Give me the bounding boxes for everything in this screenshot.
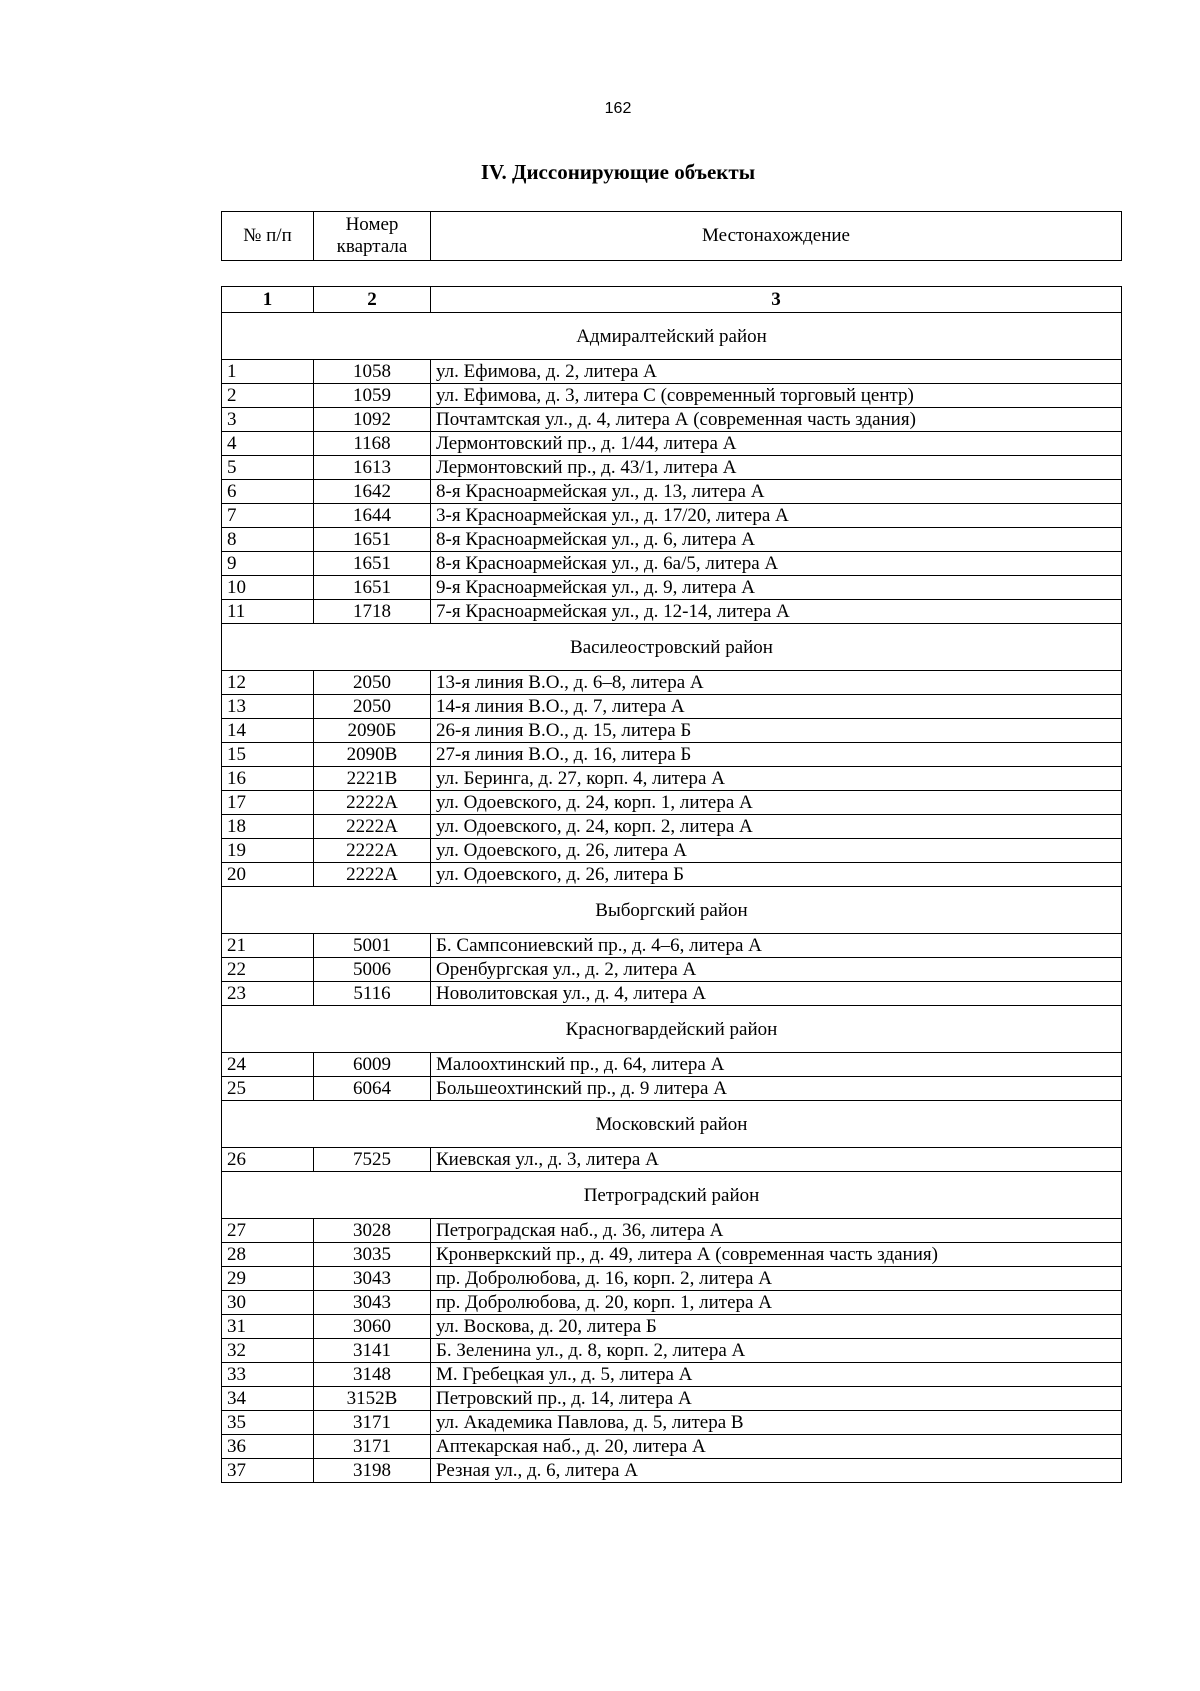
row-number: 23 xyxy=(222,982,314,1006)
row-number: 22 xyxy=(222,958,314,982)
table-row xyxy=(222,1459,1122,1483)
district-row xyxy=(222,313,1122,360)
address: 9-я Красноармейская ул., д. 9, литера А xyxy=(431,576,1122,600)
table-row xyxy=(222,528,1122,552)
objects-table xyxy=(221,286,1122,1483)
block-number: 1613 xyxy=(314,456,431,480)
table-row xyxy=(222,1435,1122,1459)
table-row xyxy=(222,815,1122,839)
block-number: 2222А xyxy=(314,863,431,887)
address: ул. Ефимова, д. 2, литера А xyxy=(431,360,1122,384)
district-name: Петроградский район xyxy=(222,1172,1122,1219)
table-header xyxy=(221,211,1122,261)
table-row xyxy=(222,1267,1122,1291)
block-number: 1092 xyxy=(314,408,431,432)
column-number-3: 3 xyxy=(431,287,1122,313)
address: Б. Зеленина ул., д. 8, корп. 2, литера А xyxy=(431,1339,1122,1363)
header-col-location: Местонахождение xyxy=(431,212,1122,261)
header-col-number: № п/п xyxy=(222,212,314,261)
table-row xyxy=(222,839,1122,863)
address: 26-я линия В.О., д. 15, литера Б xyxy=(431,719,1122,743)
block-number: 5001 xyxy=(314,934,431,958)
address: Большеохтинский пр., д. 9 литера А xyxy=(431,1077,1122,1101)
address: Б. Сампсониевский пр., д. 4–6, литера А xyxy=(431,934,1122,958)
address: 8-я Красноармейская ул., д. 6а/5, литера А xyxy=(431,552,1122,576)
row-number: 5 xyxy=(222,456,314,480)
block-number: 1642 xyxy=(314,480,431,504)
column-number-1: 1 xyxy=(222,287,314,313)
table-row xyxy=(222,504,1122,528)
address: ул. Беринга, д. 27, корп. 4, литера А xyxy=(431,767,1122,791)
block-number: 6009 xyxy=(314,1053,431,1077)
table-row xyxy=(222,767,1122,791)
table-row xyxy=(222,600,1122,624)
row-number: 30 xyxy=(222,1291,314,1315)
address: Петроградская наб., д. 36, литера А xyxy=(431,1219,1122,1243)
block-number: 3148 xyxy=(314,1363,431,1387)
block-number: 3152В xyxy=(314,1387,431,1411)
block-number: 1651 xyxy=(314,528,431,552)
row-number: 10 xyxy=(222,576,314,600)
row-number: 26 xyxy=(222,1148,314,1172)
table-row xyxy=(222,671,1122,695)
address: 3-я Красноармейская ул., д. 17/20, литера А xyxy=(431,504,1122,528)
address: ул. Воскова, д. 20, литера Б xyxy=(431,1315,1122,1339)
address: ул. Одоевского, д. 26, литера Б xyxy=(431,863,1122,887)
block-number: 2050 xyxy=(314,671,431,695)
page-heading: IV. Диссонирующие объекты xyxy=(480,160,756,184)
district-name: Выборгский район xyxy=(222,887,1122,934)
table-row xyxy=(222,934,1122,958)
column-number-2: 2 xyxy=(314,287,431,313)
address: Почтамтская ул., д. 4, литера А (современная часть здания) xyxy=(431,408,1122,432)
row-number: 16 xyxy=(222,767,314,791)
address: Резная ул., д. 6, литера А xyxy=(431,1459,1122,1483)
row-number: 4 xyxy=(222,432,314,456)
block-number: 3171 xyxy=(314,1435,431,1459)
row-number: 8 xyxy=(222,528,314,552)
district-name: Московский район xyxy=(222,1101,1122,1148)
row-number: 25 xyxy=(222,1077,314,1101)
header-row xyxy=(222,212,1122,261)
row-number: 29 xyxy=(222,1267,314,1291)
header-col-block-line2: квартала xyxy=(336,236,408,257)
block-number: 3043 xyxy=(314,1267,431,1291)
district-row xyxy=(222,1101,1122,1148)
row-number: 35 xyxy=(222,1411,314,1435)
table-row xyxy=(222,1053,1122,1077)
district-row xyxy=(222,1172,1122,1219)
block-number: 3141 xyxy=(314,1339,431,1363)
block-number: 2221В xyxy=(314,767,431,791)
district-name: Адмиралтейский район xyxy=(222,313,1122,360)
address: ул. Одоевского, д. 24, корп. 2, литера А xyxy=(431,815,1122,839)
table-row xyxy=(222,1291,1122,1315)
block-number: 2090В xyxy=(314,743,431,767)
district-row xyxy=(222,624,1122,671)
header-col-block xyxy=(314,212,431,261)
row-number: 3 xyxy=(222,408,314,432)
table-row xyxy=(222,743,1122,767)
address: пр. Добролюбова, д. 16, корп. 2, литера А xyxy=(431,1267,1122,1291)
address: 8-я Красноармейская ул., д. 13, литера А xyxy=(431,480,1122,504)
table-row xyxy=(222,791,1122,815)
block-number: 6064 xyxy=(314,1077,431,1101)
table-row xyxy=(222,863,1122,887)
table-row xyxy=(222,958,1122,982)
address: ул. Одоевского, д. 24, корп. 1, литера А xyxy=(431,791,1122,815)
block-number: 3043 xyxy=(314,1291,431,1315)
table-row xyxy=(222,1363,1122,1387)
row-number: 7 xyxy=(222,504,314,528)
row-number: 6 xyxy=(222,480,314,504)
row-number: 9 xyxy=(222,552,314,576)
table-row xyxy=(222,1148,1122,1172)
block-number: 5006 xyxy=(314,958,431,982)
address: М. Гребецкая ул., д. 5, литера А xyxy=(431,1363,1122,1387)
row-number: 36 xyxy=(222,1435,314,1459)
row-number: 15 xyxy=(222,743,314,767)
block-number: 1651 xyxy=(314,576,431,600)
row-number: 17 xyxy=(222,791,314,815)
address: пр. Добролюбова, д. 20, корп. 1, литера А xyxy=(431,1291,1122,1315)
row-number: 31 xyxy=(222,1315,314,1339)
block-number: 2050 xyxy=(314,695,431,719)
table-row xyxy=(222,384,1122,408)
row-number: 1 xyxy=(222,360,314,384)
row-number: 12 xyxy=(222,671,314,695)
table-row xyxy=(222,1411,1122,1435)
address: 13-я линия В.О., д. 6–8, литера А xyxy=(431,671,1122,695)
table-row xyxy=(222,1339,1122,1363)
block-number: 3035 xyxy=(314,1243,431,1267)
district-name: Василеостровский район xyxy=(222,624,1122,671)
row-number: 19 xyxy=(222,839,314,863)
row-number: 21 xyxy=(222,934,314,958)
address: Кронверкский пр., д. 49, литера А (современная часть здания) xyxy=(431,1243,1122,1267)
address: Малоохтинский пр., д. 64, литера А xyxy=(431,1053,1122,1077)
table-row xyxy=(222,480,1122,504)
block-number: 3028 xyxy=(314,1219,431,1243)
row-number: 37 xyxy=(222,1459,314,1483)
table-row xyxy=(222,360,1122,384)
table-row xyxy=(222,1077,1122,1101)
block-number: 1718 xyxy=(314,600,431,624)
address: 27-я линия В.О., д. 16, литера Б xyxy=(431,743,1122,767)
row-number: 20 xyxy=(222,863,314,887)
row-number: 14 xyxy=(222,719,314,743)
address: ул. Академика Павлова, д. 5, литера В xyxy=(431,1411,1122,1435)
district-name: Красногвардейский район xyxy=(222,1006,1122,1053)
block-number: 1059 xyxy=(314,384,431,408)
block-number: 3198 xyxy=(314,1459,431,1483)
address: 14-я линия В.О., д. 7, литера А xyxy=(431,695,1122,719)
address: Лермонтовский пр., д. 1/44, литера А xyxy=(431,432,1122,456)
row-number: 33 xyxy=(222,1363,314,1387)
block-number: 2222А xyxy=(314,791,431,815)
row-number: 18 xyxy=(222,815,314,839)
table-row xyxy=(222,695,1122,719)
block-number: 1168 xyxy=(314,432,431,456)
row-number: 13 xyxy=(222,695,314,719)
header-col-block-line1: Номер xyxy=(345,214,399,236)
block-number: 3060 xyxy=(314,1315,431,1339)
table-row xyxy=(222,1315,1122,1339)
address: 7-я Красноармейская ул., д. 12-14, литера А xyxy=(431,600,1122,624)
block-number: 1058 xyxy=(314,360,431,384)
block-number: 2090Б xyxy=(314,719,431,743)
table-row xyxy=(222,408,1122,432)
row-number: 28 xyxy=(222,1243,314,1267)
address: Новолитовская ул., д. 4, литера А xyxy=(431,982,1122,1006)
row-number: 34 xyxy=(222,1387,314,1411)
address: Оренбургская ул., д. 2, литера А xyxy=(431,958,1122,982)
address: 8-я Красноармейская ул., д. 6, литера А xyxy=(431,528,1122,552)
district-row xyxy=(222,887,1122,934)
table-row xyxy=(222,1219,1122,1243)
block-number: 1651 xyxy=(314,552,431,576)
table-row xyxy=(222,719,1122,743)
table-row xyxy=(222,432,1122,456)
address: Лермонтовский пр., д. 43/1, литера А xyxy=(431,456,1122,480)
table-row xyxy=(222,982,1122,1006)
address: Киевская ул., д. 3, литера А xyxy=(431,1148,1122,1172)
address: Петровский пр., д. 14, литера А xyxy=(431,1387,1122,1411)
district-row xyxy=(222,1006,1122,1053)
column-number-row xyxy=(222,287,1122,313)
row-number: 2 xyxy=(222,384,314,408)
table-row xyxy=(222,1387,1122,1411)
table-row xyxy=(222,456,1122,480)
block-number: 2222А xyxy=(314,839,431,863)
row-number: 24 xyxy=(222,1053,314,1077)
table-row xyxy=(222,576,1122,600)
block-number: 5116 xyxy=(314,982,431,1006)
address: ул. Одоевского, д. 26, литера А xyxy=(431,839,1122,863)
block-number: 1644 xyxy=(314,504,431,528)
row-number: 32 xyxy=(222,1339,314,1363)
row-number: 27 xyxy=(222,1219,314,1243)
block-number: 3171 xyxy=(314,1411,431,1435)
objects-table-body xyxy=(222,287,1122,1483)
table-row xyxy=(222,552,1122,576)
block-number: 2222А xyxy=(314,815,431,839)
address: Аптекарская наб., д. 20, литера А xyxy=(431,1435,1122,1459)
address: ул. Ефимова, д. 3, литера С (современный торговый центр) xyxy=(431,384,1122,408)
row-number: 11 xyxy=(222,600,314,624)
table-row xyxy=(222,1243,1122,1267)
block-number: 7525 xyxy=(314,1148,431,1172)
page-number: 162 xyxy=(604,100,632,117)
